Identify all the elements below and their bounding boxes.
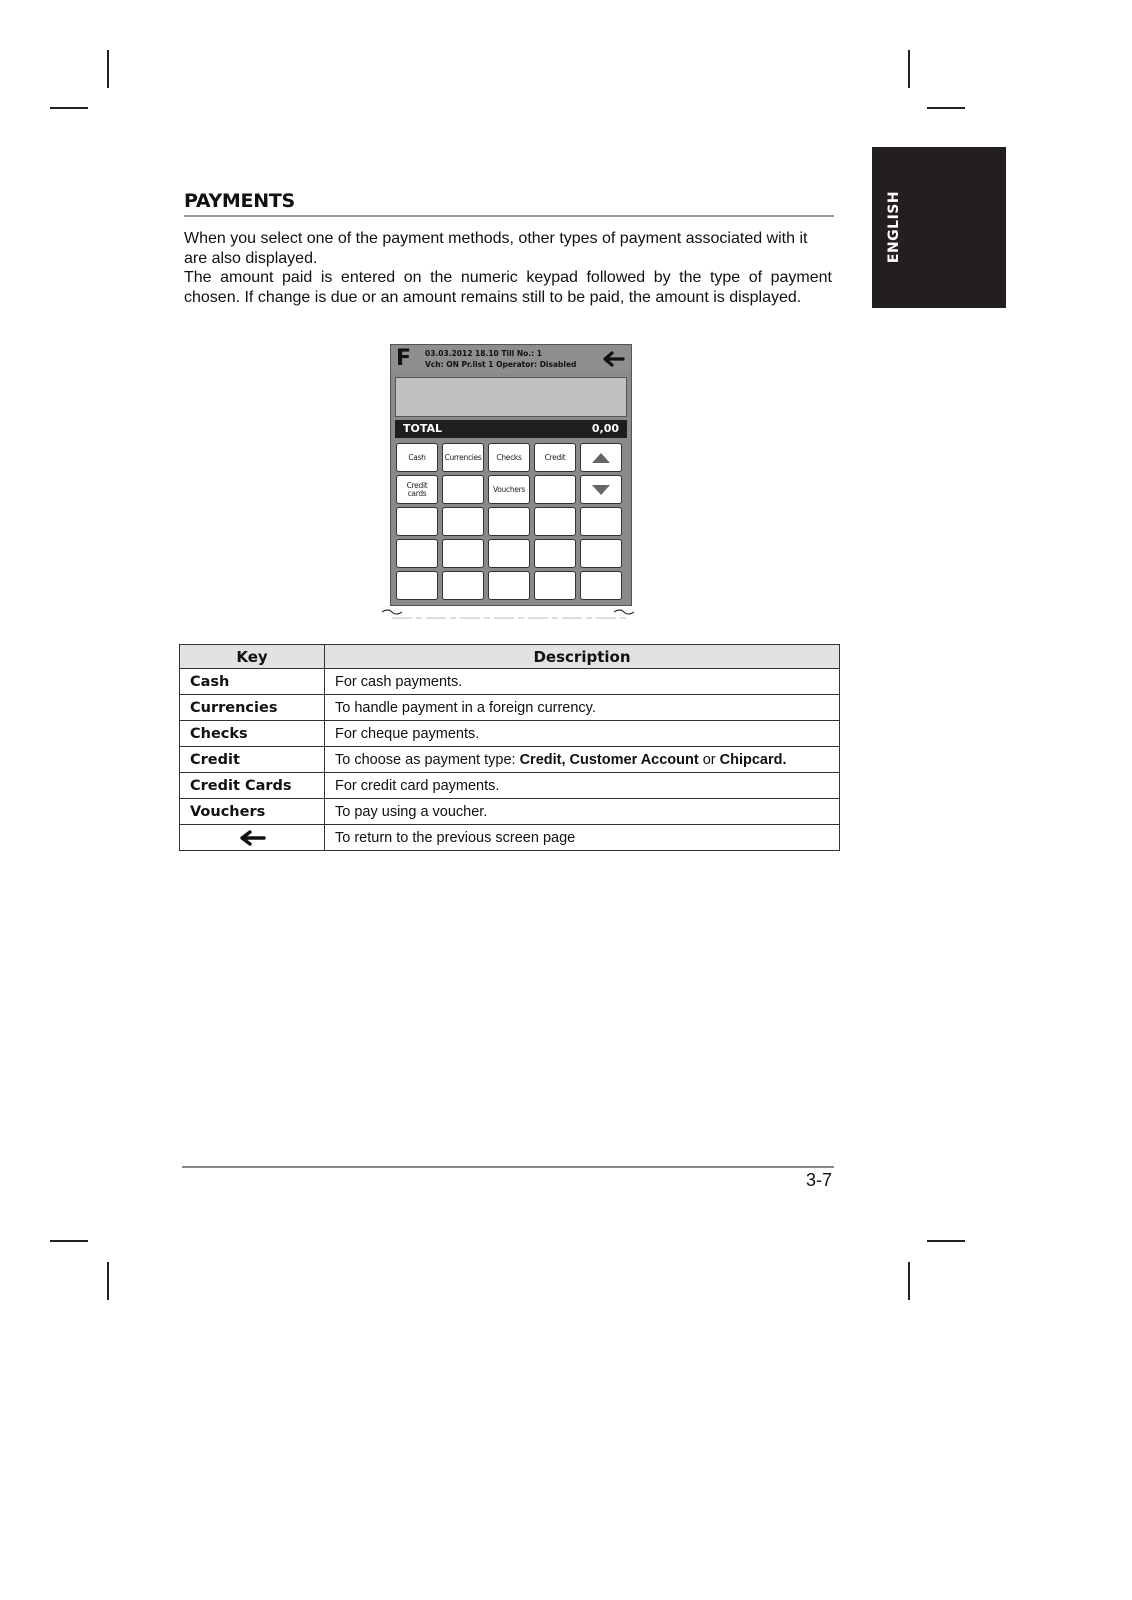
crop-mark — [107, 1262, 109, 1300]
crop-mark — [50, 1240, 88, 1242]
table-header-row — [180, 645, 840, 669]
currencies-key[interactable]: Currencies — [442, 443, 484, 472]
pos-screen — [390, 344, 632, 606]
page-number: 3-7 — [806, 1170, 833, 1190]
table-row — [180, 799, 840, 825]
blank-key[interactable] — [396, 571, 438, 600]
pos-display — [395, 377, 627, 417]
pos-total-label: TOTAL — [403, 422, 443, 435]
pos-keypad — [396, 443, 628, 600]
row-description: For credit card payments. — [325, 773, 840, 799]
description-text: or — [698, 751, 720, 768]
blank-key[interactable] — [580, 571, 622, 600]
row-description: For cash payments. — [325, 669, 840, 695]
credit-key[interactable]: Credit — [534, 443, 576, 472]
footer-rule — [182, 1166, 834, 1168]
crop-mark — [50, 107, 88, 109]
blank-key[interactable] — [488, 507, 530, 536]
blank-key[interactable] — [396, 539, 438, 568]
blank-key[interactable] — [442, 539, 484, 568]
back-arrow-icon[interactable] — [601, 350, 625, 368]
row-key: Checks — [180, 721, 325, 747]
language-tab — [872, 147, 1006, 308]
row-key: Credit Cards — [180, 773, 325, 799]
screen-cut-edge — [378, 606, 640, 622]
section-title: PAYMENTS — [184, 190, 295, 212]
table-row — [180, 721, 840, 747]
crop-mark — [107, 50, 109, 88]
crop-mark — [908, 1262, 910, 1300]
description-emphasis: Credit, Customer Account — [519, 751, 699, 768]
row-key: Credit — [180, 747, 325, 773]
row-description: To return to the previous screen page — [325, 825, 840, 851]
blank-key[interactable] — [580, 539, 622, 568]
crop-mark — [927, 1240, 965, 1242]
back-arrow-icon — [238, 829, 266, 847]
blank-key[interactable] — [534, 475, 576, 504]
pos-total-value: 0,00 — [591, 422, 619, 435]
description-text: To choose as payment type: — [335, 751, 520, 768]
triangle-up-icon — [591, 452, 611, 464]
intro-paragraph-2: The amount paid is entered on the numeric keypad followed by the type of payment chosen. If change is due or an amount remains still to be paid, the amount is displayed. — [184, 269, 832, 306]
pos-mode-letter: F — [396, 346, 412, 371]
key-column-header: Key — [180, 645, 325, 669]
blank-key[interactable] — [534, 571, 576, 600]
keys-table — [179, 644, 840, 851]
scroll-down-key[interactable] — [580, 475, 622, 504]
row-description: To handle payment in a foreign currency. — [325, 695, 840, 721]
blank-key[interactable] — [442, 571, 484, 600]
blank-key[interactable] — [488, 571, 530, 600]
table-row — [180, 825, 840, 851]
cash-key[interactable]: Cash — [396, 443, 438, 472]
row-description: For cheque payments. — [325, 721, 840, 747]
table-row — [180, 669, 840, 695]
checks-key[interactable]: Checks — [488, 443, 530, 472]
crop-mark — [927, 107, 965, 109]
pos-header — [391, 345, 631, 373]
table-row — [180, 747, 840, 773]
description-column-header: Description — [325, 645, 840, 669]
vouchers-key[interactable]: Vouchers — [488, 475, 530, 504]
row-key: Vouchers — [180, 799, 325, 825]
pos-header-line1: 03.03.2012 18.10 Till No.: 1 — [425, 349, 542, 358]
pos-header-line2: Vch: ON Pr.list 1 Operator: Disabled — [425, 360, 577, 369]
table-row — [180, 695, 840, 721]
row-description: To pay using a voucher. — [325, 799, 840, 825]
description-emphasis: Chipcard. — [719, 751, 787, 768]
blank-key[interactable] — [534, 539, 576, 568]
table-row — [180, 773, 840, 799]
blank-key[interactable] — [442, 475, 484, 504]
row-description — [325, 747, 840, 773]
row-key — [180, 825, 325, 851]
row-key: Currencies — [180, 695, 325, 721]
blank-key[interactable] — [442, 507, 484, 536]
triangle-down-icon — [591, 484, 611, 496]
blank-key[interactable] — [488, 539, 530, 568]
language-tab-label: ENGLISH — [886, 190, 902, 264]
pos-total-bar — [395, 420, 627, 438]
scroll-up-key[interactable] — [580, 443, 622, 472]
blank-key[interactable] — [580, 507, 622, 536]
blank-key[interactable] — [534, 507, 576, 536]
crop-mark — [908, 50, 910, 88]
intro-paragraph-1: When you select one of the payment methods, other types of payment associated with it are also displayed. — [184, 230, 808, 267]
title-rule — [184, 215, 834, 217]
row-key: Cash — [180, 669, 325, 695]
blank-key[interactable] — [396, 507, 438, 536]
credit-cards-key[interactable]: Credit cards — [396, 475, 438, 504]
